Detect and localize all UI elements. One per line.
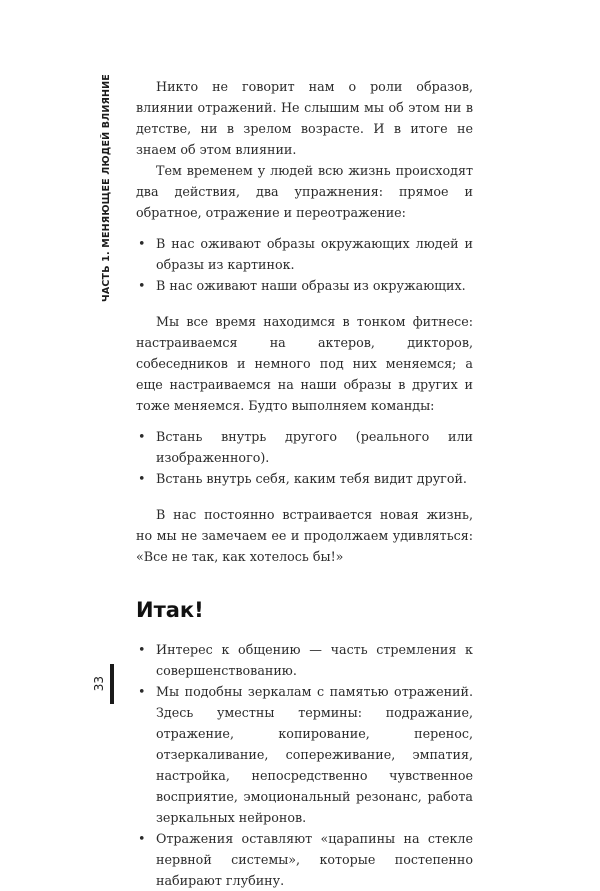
list-item xyxy=(136,426,473,468)
list-item xyxy=(136,681,473,828)
bullet-icon: • xyxy=(138,831,146,846)
running-head-text: ЧАСТЬ 1. МЕНЯЮЩЕЕ ЛЮДЕЙ ВЛИЯНИЕ xyxy=(100,74,112,303)
bullet-list xyxy=(136,426,473,489)
bullet-icon: • xyxy=(138,429,146,444)
list-item-text: Интерес к общению — часть стремления к совершенствованию. xyxy=(156,642,473,678)
paragraph: Никто не говорит нам о роли образов, влиянии отражений. Не слышим мы об этом ни в детстве, ни в зрелом возрасте. И в итоге не знаем об этом влиянии. xyxy=(136,79,473,157)
body-text xyxy=(136,76,473,891)
bullet-list xyxy=(136,233,473,296)
list-item xyxy=(136,275,473,296)
bullet-icon: • xyxy=(138,278,146,293)
list-item-text: Мы подобны зеркалам с памятью отражений. Здесь уместны термины: подражание, отражение, копирование, перенос, отзеркаливание, сопереживание, эмпатия, настройка, непосредственно чувственное восприятие, эмоциональный резонанс, работа зеркальных нейронов. xyxy=(156,684,473,825)
bullet-icon: • xyxy=(138,471,146,486)
list-item-text: В нас оживают наши образы из окружающих. xyxy=(156,278,466,293)
list-item xyxy=(136,639,473,681)
page-number-block xyxy=(91,664,121,704)
paragraph: В нас постоянно встраивается новая жизнь, но мы не замечаем ее и продолжаем удивляться: «Все не так, как хотелось бы!» xyxy=(136,507,473,564)
list-item-text: Отражения оставляют «царапины на стекле нервной системы», которые постепенно набирают глубину. xyxy=(156,831,473,888)
page-number-bar xyxy=(110,664,114,704)
list-item xyxy=(136,828,473,891)
running-head xyxy=(97,74,115,303)
list-item-text: В нас оживают образы окружающих людей и образы из картинок. xyxy=(156,236,473,272)
bullet-icon: • xyxy=(138,684,146,699)
section-heading: Итак! xyxy=(136,598,204,622)
bullet-icon: • xyxy=(138,236,146,251)
list-item-text: Встань внутрь себя, каким тебя видит другой. xyxy=(156,471,467,486)
bullet-icon: • xyxy=(138,642,146,657)
page-number-text: 33 xyxy=(92,676,106,692)
list-item-text: Встань внутрь другого (реального или изображенного). xyxy=(156,429,473,465)
list-item xyxy=(136,468,473,489)
summary-list xyxy=(136,639,473,891)
paragraph: Тем временем у людей всю жизнь происходят два действия, два упражнения: прямое и обратное, отражение и переотражение: xyxy=(136,163,473,220)
paragraph: Мы все время находимся в тонком фитнесе: настраиваемся на актеров, дикторов, собеседников и немного под них меняемся; а еще настраиваемся на наши образы в других и тоже меняемся. Будто выполняем команды: xyxy=(136,314,473,413)
page-number xyxy=(91,664,107,704)
list-item xyxy=(136,233,473,275)
